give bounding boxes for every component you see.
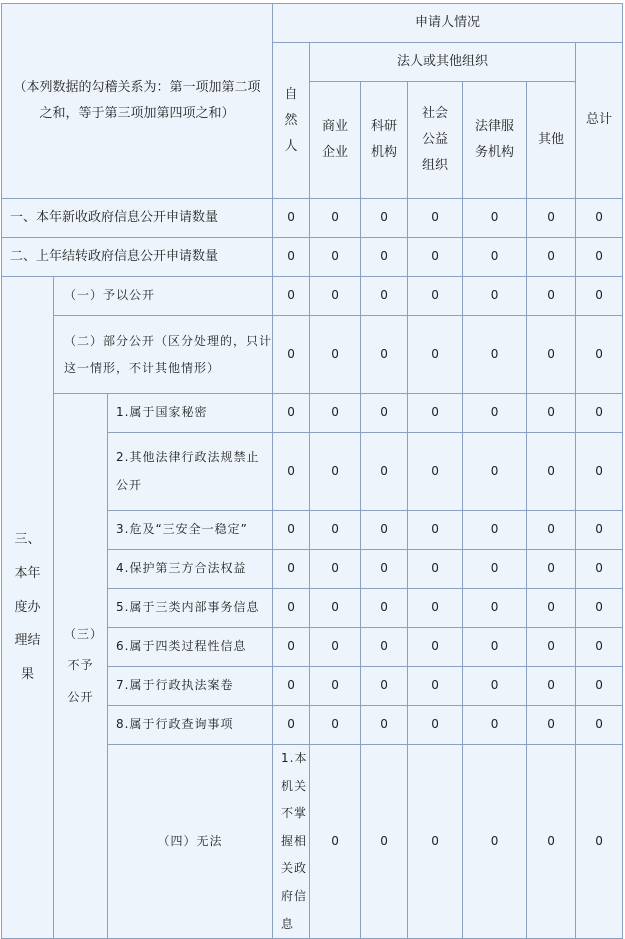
cell-value: 0 xyxy=(408,550,463,589)
header-other: 其他 xyxy=(527,82,576,199)
cell-value: 0 xyxy=(527,550,576,589)
cell-value: 0 xyxy=(576,706,623,745)
section-three-label xyxy=(2,277,54,939)
cell-value: 0 xyxy=(273,667,310,706)
row-label: （一）予以公开 xyxy=(54,277,273,316)
header-research xyxy=(361,82,408,199)
cell-value: 0 xyxy=(310,550,361,589)
gov-info-disclosure-table xyxy=(1,3,623,939)
cell-value: 0 xyxy=(310,433,361,511)
cell-value: 0 xyxy=(463,511,527,550)
cell-value: 0 xyxy=(408,433,463,511)
cell-value: 0 xyxy=(361,316,408,394)
header-natural-person-text: 自然人 xyxy=(284,86,298,154)
cell-value: 0 xyxy=(310,628,361,667)
table-row xyxy=(2,199,623,238)
section-three-label-text: 三、本年度办理结果 xyxy=(14,532,41,683)
cell-value: 0 xyxy=(408,277,463,316)
cell-value: 0 xyxy=(361,199,408,238)
row-label: 二、上年结转政府信息公开申请数量 xyxy=(2,238,273,277)
table-row xyxy=(2,238,623,277)
table-row xyxy=(2,277,623,316)
cell-value: 0 xyxy=(576,628,623,667)
cell-value: 0 xyxy=(527,628,576,667)
cell-value: 0 xyxy=(273,511,310,550)
header-legal-service xyxy=(463,82,527,199)
cell-value: 0 xyxy=(576,511,623,550)
cell-value: 0 xyxy=(361,550,408,589)
cell-value: 0 xyxy=(463,589,527,628)
cell-value: 0 xyxy=(310,316,361,394)
cell-value: 0 xyxy=(273,589,310,628)
row-label: 1.属于国家秘密 xyxy=(108,394,273,433)
cell-value: 0 xyxy=(310,394,361,433)
cell-value: 0 xyxy=(273,394,310,433)
header-legal-org: 法人或其他组织 xyxy=(310,43,576,82)
cell-value: 0 xyxy=(273,277,310,316)
header-research-text: 科研机构 xyxy=(371,119,398,160)
header-commercial xyxy=(310,82,361,199)
cell-value: 0 xyxy=(361,706,408,745)
cell-value: 0 xyxy=(408,238,463,277)
cell-value: 0 xyxy=(408,745,463,939)
cell-value: 0 xyxy=(408,706,463,745)
cell-value: 0 xyxy=(310,511,361,550)
header-social-welfare xyxy=(408,82,463,199)
cell-value: 0 xyxy=(463,394,527,433)
table-row xyxy=(2,394,623,433)
row-label: 一、本年新收政府信息公开申请数量 xyxy=(2,199,273,238)
cell-value: 0 xyxy=(463,745,527,939)
cell-value: 0 xyxy=(576,316,623,394)
cell-value: 0 xyxy=(310,745,361,939)
cell-value: 0 xyxy=(527,277,576,316)
cell-value: 0 xyxy=(408,511,463,550)
cell-value: 0 xyxy=(310,706,361,745)
row-label: 3.危及“三安全一稳定” xyxy=(108,511,273,550)
cell-value: 0 xyxy=(527,394,576,433)
row-label: 8.属于行政查询事项 xyxy=(108,706,273,745)
subsection-not-disclosed-text: （三）不予公开 xyxy=(63,627,97,704)
cell-value: 0 xyxy=(576,745,623,939)
table-row xyxy=(2,316,623,394)
cell-value: 0 xyxy=(408,394,463,433)
subsection-unable-text: （四）无法 xyxy=(157,833,223,848)
cell-value: 0 xyxy=(527,433,576,511)
cell-value: 0 xyxy=(463,667,527,706)
header-total: 总计 xyxy=(576,43,623,199)
row-label: 1.本机关不掌握相关政府信息 xyxy=(273,745,310,939)
cell-value: 0 xyxy=(576,667,623,706)
row-label: 6.属于四类过程性信息 xyxy=(108,628,273,667)
cell-value: 0 xyxy=(361,628,408,667)
cell-value: 0 xyxy=(408,667,463,706)
cell-value: 0 xyxy=(527,667,576,706)
header-legal-service-text: 法律服务机构 xyxy=(475,119,515,160)
row-label: 4.保护第三方合法权益 xyxy=(108,550,273,589)
cell-value: 0 xyxy=(463,199,527,238)
cell-value: 0 xyxy=(273,550,310,589)
cell-value: 0 xyxy=(408,628,463,667)
subsection-not-disclosed-label xyxy=(54,394,108,939)
cell-value: 0 xyxy=(527,199,576,238)
cell-value: 0 xyxy=(576,238,623,277)
cell-value: 0 xyxy=(527,511,576,550)
row-label: 5.属于三类内部事务信息 xyxy=(108,589,273,628)
cell-value: 0 xyxy=(463,238,527,277)
cell-value: 0 xyxy=(576,277,623,316)
header-applicant-situation: 申请人情况 xyxy=(273,4,623,43)
cell-value: 0 xyxy=(361,589,408,628)
cell-value: 0 xyxy=(408,589,463,628)
header-note xyxy=(2,4,273,199)
cell-value: 0 xyxy=(463,316,527,394)
cell-value: 0 xyxy=(576,433,623,511)
row-label: （二）部分公开（区分处理的，只计这一情形，不计其他情形） xyxy=(54,316,273,394)
cell-value: 0 xyxy=(527,238,576,277)
cell-value: 0 xyxy=(273,706,310,745)
cell-value: 0 xyxy=(408,316,463,394)
cell-value: 0 xyxy=(361,511,408,550)
cell-value: 0 xyxy=(310,199,361,238)
cell-value: 0 xyxy=(361,238,408,277)
row-label: 2.其他法律行政法规禁止公开 xyxy=(108,433,273,511)
cell-value: 0 xyxy=(576,589,623,628)
cell-value: 0 xyxy=(361,394,408,433)
header-social-welfare-text: 社会公益组织 xyxy=(422,106,449,173)
cell-value: 0 xyxy=(463,433,527,511)
header-natural-person xyxy=(273,43,310,199)
cell-value: 0 xyxy=(310,589,361,628)
subsection-unable-label xyxy=(108,745,273,939)
cell-value: 0 xyxy=(361,745,408,939)
cell-value: 0 xyxy=(463,706,527,745)
cell-value: 0 xyxy=(310,277,361,316)
cell-value: 0 xyxy=(361,667,408,706)
cell-value: 0 xyxy=(527,745,576,939)
header-note-text: （本列数据的勾稽关系为：第一项加第二项之和，等于第三项加第四项之和） xyxy=(13,80,261,121)
row-label: 7.属于行政执法案卷 xyxy=(108,667,273,706)
cell-value: 0 xyxy=(463,550,527,589)
cell-value: 0 xyxy=(273,628,310,667)
cell-value: 0 xyxy=(273,433,310,511)
cell-value: 0 xyxy=(527,589,576,628)
cell-value: 0 xyxy=(576,394,623,433)
cell-value: 0 xyxy=(576,550,623,589)
cell-value: 0 xyxy=(408,199,463,238)
cell-value: 0 xyxy=(361,433,408,511)
cell-value: 0 xyxy=(273,199,310,238)
cell-value: 0 xyxy=(273,316,310,394)
cell-value: 0 xyxy=(527,316,576,394)
cell-value: 0 xyxy=(310,238,361,277)
cell-value: 0 xyxy=(463,628,527,667)
cell-value: 0 xyxy=(576,199,623,238)
cell-value: 0 xyxy=(273,238,310,277)
cell-value: 0 xyxy=(527,706,576,745)
header-commercial-text: 商业企业 xyxy=(322,119,349,160)
cell-value: 0 xyxy=(361,277,408,316)
cell-value: 0 xyxy=(463,277,527,316)
cell-value: 0 xyxy=(310,667,361,706)
